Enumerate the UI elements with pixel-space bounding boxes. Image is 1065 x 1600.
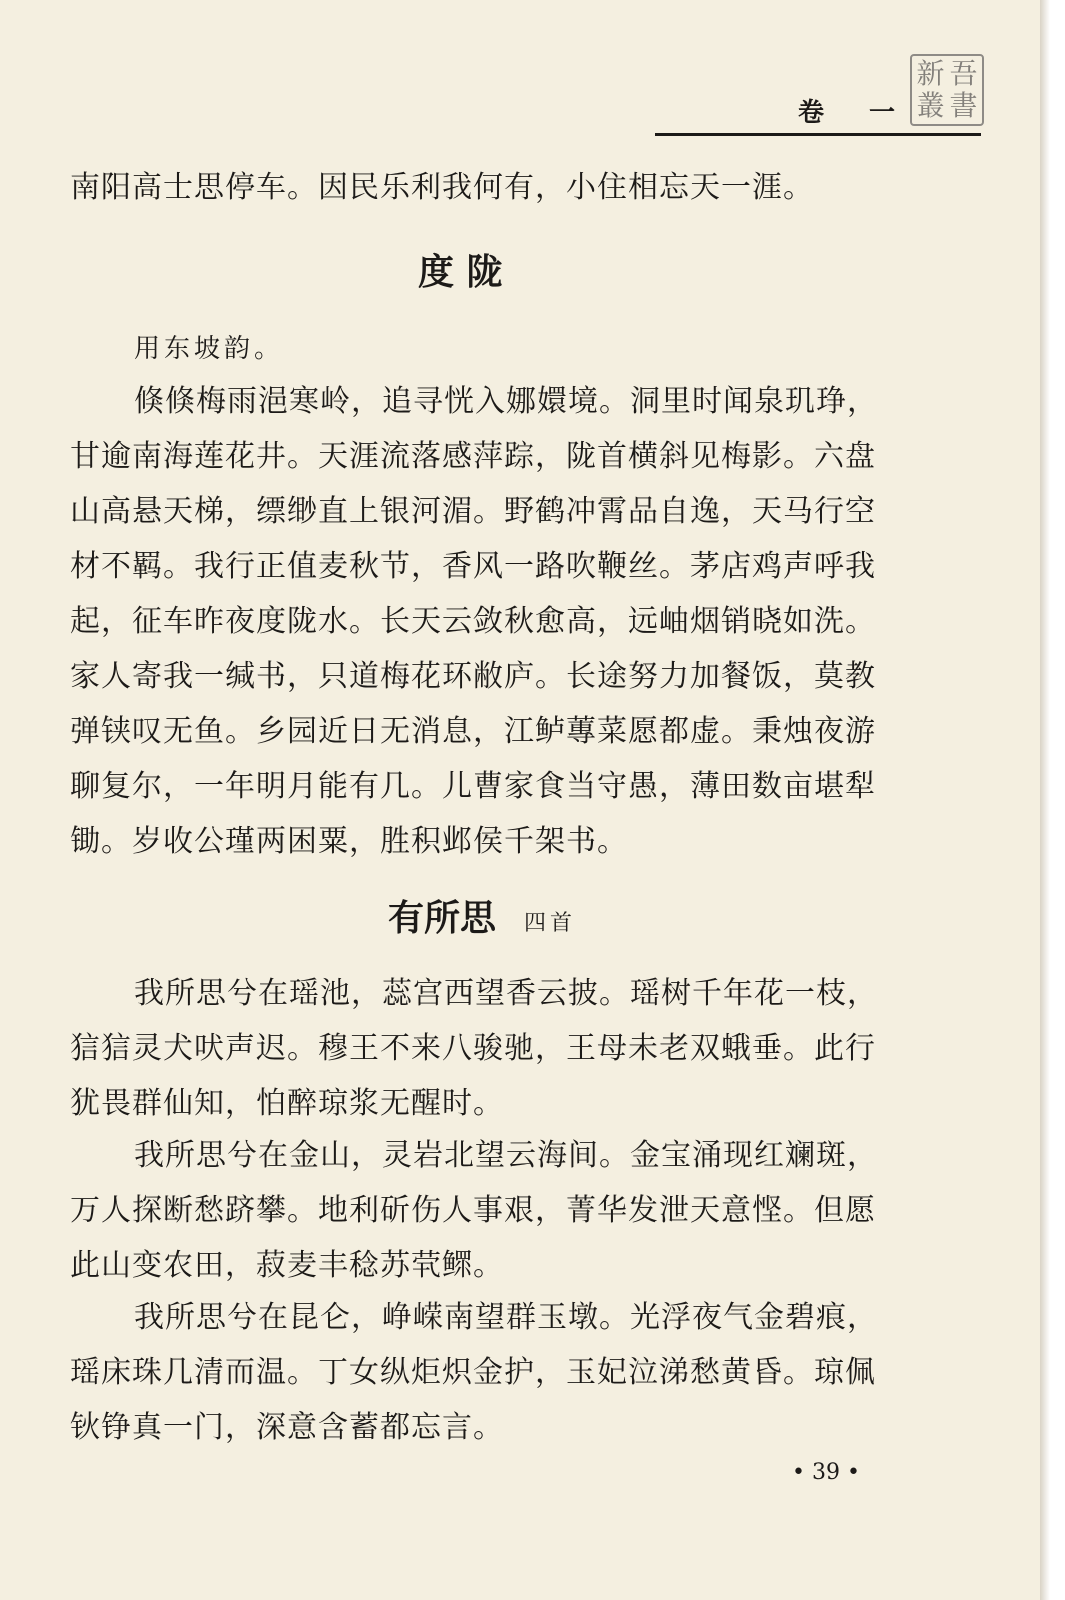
poem-preface: 用东坡韵。	[134, 334, 285, 364]
poem-line: 万人探断愁跻攀。地利斫伤人事艰，菁华发泄天意悭。但愿	[70, 1193, 876, 1228]
poem-line: 我所思兮在昆仑，峥嵘南望群玉墩。光浮夜气金碧痕，	[134, 1300, 878, 1335]
poem-line: 聊复尔，一年明月能有几。儿曹家食当守愚，薄田数亩堪犁	[70, 769, 876, 804]
poem-line: 山高悬天梯，缥缈直上银河湄。野鹤冲霄品自逸，天马行空	[70, 494, 876, 529]
poem-line: 材不羁。我行正值麦秋节，香风一路吹鞭丝。茅店鸡声呼我	[70, 549, 876, 584]
header-rule	[655, 133, 981, 136]
stanza-3	[70, 1290, 890, 1455]
volume-label: 卷 一	[798, 98, 914, 128]
poem-line: 家人寄我一缄书，只道梅花环敝庐。长途努力加餐饭，莫教	[70, 659, 876, 694]
poem-line: 狺狺灵犬吠声迟。穆王不来八骏驰，王母未老双蛾垂。此行	[70, 1031, 876, 1066]
poem-title-text: 有所思	[388, 897, 497, 939]
poem-line: 犹畏群仙知，怕醉琼浆无醒时。	[70, 1086, 504, 1121]
poem-title-dulong: 度 陇	[418, 251, 503, 293]
poem-line: 锄。岁收公瑾两困粟，胜积邺侯千架书。	[70, 824, 628, 859]
poem-line: 起，征车昨夜度陇水。长天云敛秋愈高，远岫烟销晓如洗。	[70, 604, 876, 639]
poem-title-yousuosi	[388, 890, 576, 941]
poem-title-note: 四首	[524, 911, 577, 936]
poem-line: 倏倏梅雨浥寒岭，追寻恍入娜嬛境。洞里时闻泉玑琤，	[134, 384, 878, 419]
poem-line: 瑶床珠几清而温。丁女纵炬炽金护，玉妃泣涕愁黄昏。琼佩	[70, 1355, 876, 1390]
poem-line: 钬铮真一门，深意含蓄都忘言。	[70, 1410, 504, 1445]
poem-line: 我所思兮在金山，灵岩北望云海间。金宝涌现红斓斑，	[134, 1138, 878, 1173]
opening-line: 南阳高士思停车。因民乐利我何有，小住相忘天一涯。	[70, 170, 814, 205]
seal-char: 新	[916, 57, 945, 90]
poem-line: 我所思兮在瑶池，蕊宫西望香云披。瑶树千年花一枝，	[134, 976, 878, 1011]
seal-char: 叢	[916, 89, 945, 122]
seal-stamp	[910, 54, 984, 126]
poem-body-dulong	[70, 374, 890, 869]
poem-line: 弹铗叹无鱼。乡园近日无消息，江鲈蓴菜愿都虚。秉烛夜游	[70, 714, 876, 749]
poem-line: 甘逾南海莲花井。天涯流落感萍踪，陇首横斜见梅影。六盘	[70, 439, 876, 474]
stanza-2	[70, 1128, 890, 1293]
poem-line: 此山变农田，菽麦丰稔苏茕鳏。	[70, 1248, 504, 1283]
opening-text	[70, 160, 890, 215]
stanza-1	[70, 966, 890, 1131]
page-number: • 39 •	[792, 1460, 860, 1485]
seal-char: 吾	[949, 57, 978, 90]
seal-char: 書	[949, 89, 978, 122]
scan-margin	[1040, 0, 1065, 1600]
